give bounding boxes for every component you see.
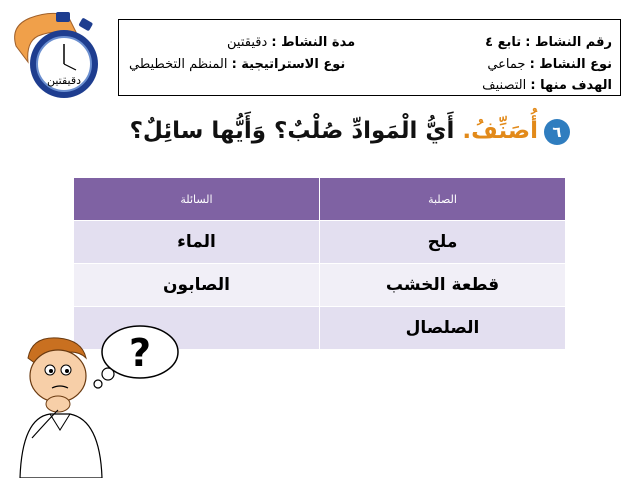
duration-label: مدة النشاط : (271, 35, 356, 50)
question-title-text (130, 118, 570, 145)
activity-type-label: نوع النشاط : (529, 57, 612, 72)
table-row (74, 221, 566, 264)
activity-duration (227, 35, 355, 50)
strategy-label: نوع الاستراتيجية : (231, 57, 346, 72)
table-row (74, 264, 566, 307)
question-number-badge: ٦ (544, 119, 570, 145)
header-liquids: السائلة (74, 178, 320, 221)
table-cell: الماء (74, 221, 320, 264)
question-title (84, 118, 570, 158)
activity-type-value: جماعي (487, 57, 526, 72)
activity-number-value: تابع ٤ (485, 35, 522, 50)
timer-label: دقيقتين (46, 74, 82, 87)
bubble-question-mark: ? (128, 331, 152, 375)
activity-number-label: رقم النشاط : (525, 35, 612, 50)
activity-number (485, 35, 612, 50)
question-text: أَيُّ الْمَوادِّ صُلْبٌ؟ وَأَيُّها سائِلٌ؟ (129, 118, 455, 144)
table-cell: الصابون (74, 264, 320, 307)
strategy-type (129, 57, 345, 72)
table-cell: قطعة الخشب (320, 264, 566, 307)
strategy-value: المنظم التخطيطي (129, 57, 228, 72)
activity-goal (482, 78, 612, 93)
table-header-row (74, 178, 566, 221)
activity-type (487, 57, 612, 72)
stopwatch-icon (8, 6, 118, 106)
question-verb: أُصَنِّفُ. (462, 118, 538, 144)
duration-value: دقيقتين (227, 35, 268, 50)
activity-info-box (118, 19, 621, 96)
header-solids: الصلبة (320, 178, 566, 221)
table-cell: ملح (320, 221, 566, 264)
table-cell: الصلصال (320, 307, 566, 350)
thinking-person-icon (10, 318, 185, 478)
goal-value: التصنيف (482, 78, 527, 93)
goal-label: الهدف منها : (530, 78, 612, 93)
